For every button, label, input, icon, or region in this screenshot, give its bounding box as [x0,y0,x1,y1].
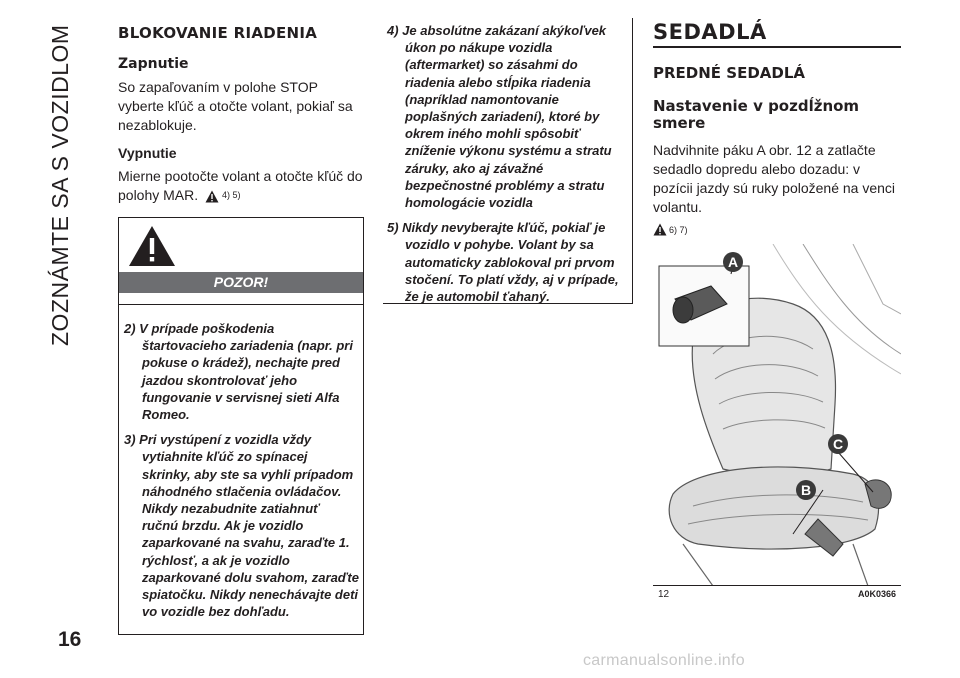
front-seats-heading: PREDNÉ SEDADLÁ [653,64,805,82]
warning-triangle-icon [205,190,219,203]
figure-label-a: A [727,254,739,270]
watermark: carmanualsonline.info [583,652,745,669]
vypnutie-heading: Vypnutie [118,145,177,161]
warning-title: POZOR! [119,272,363,293]
figure-label-c: C [832,436,844,452]
column-steering-lock [118,18,364,205]
seats-refs: 6) 7) [669,225,688,235]
seat-illustration [653,244,901,586]
warning-triangle-icon [653,223,667,236]
section-side-label: ZOZNÁMTE SA S VOZIDLOM [47,24,73,346]
figure-label-b: B [800,482,812,498]
vypnutie-text: Mierne pootočte volant a otočte kľúč do polohy MAR. [118,168,363,203]
longitudinal-adjust-heading: Nastavenie v pozdĺžnom smere [653,97,860,132]
warning-item: 5) Nikdy nevyberajte kľúč, pokiaľ je vozidlo v pohybe. Volant by sa automaticky zablokoval pri prvom stočení. To platí vždy, aj v prípade, že je automobil ťahaný. [387,220,619,305]
warning-list-continued [387,22,630,313]
vypnutie-refs: 4) 5) [222,190,241,200]
warning-divider [119,304,363,305]
column-warnings-continued [383,18,633,304]
zapnutie-heading: Zapnutie [118,56,189,72]
zapnutie-text: So zapaľovaním v polohe STOP vyberte kľúč a otočte volant, pokiaľ sa nezablokuje. [118,79,353,133]
longitudinal-adjust-text: Nadvihnite páku A obr. 12 a zatlačte sedadlo dopredu alebo dozadu: v pozícii jazdy sú ruky položené na venci volantu. [653,142,896,215]
warning-list [124,320,359,628]
page-number: 16 [58,628,82,651]
seats-refs-line [653,223,901,236]
warning-item: 4) Je absolútne zakázaní akýkoľvek úkon po nákupe vozidla (aftermarket) so zásahmi do riadenia alebo stĺpika riadenia (napríklad namontovanie poplašných zariadení), ktoré by okrem iného mohli spôsobiť zníženie výkonu systému a stratu záruky, ako aj závažné bezpečnostné problémy a stratu homologácie vozidla [387,23,612,211]
steering-lock-heading: BLOKOVANIE RIADENIA [118,24,318,42]
warning-box [118,217,364,635]
warning-item: 3) Pri vystúpení z vozidla vždy vytiahnite kľúč zo spínacej skrinky, aby ste sa vyhli prípadom náhodného stlačenia ovládačov. Nikdy nezabudnite zatiahnuť ručnú brzdu. Ak je vozidlo zaparkované na svahu, zaraďte 1. rýchlosť, a ak je vozidlo zaparkované dolu svahom, zaraďte spiatočku. Nikdy nenechávajte deti vo vozidle bez dohľadu. [124,432,359,620]
seats-title: SEDADLÁ [653,20,901,48]
figure-number: 12 [658,589,670,600]
vypnutie-paragraph [118,167,364,205]
seat-figure [653,244,901,586]
figure-code: A0K0366 [858,589,897,599]
column-seats [653,18,901,236]
warning-item: 2) V prípade poškodenia štartovacieho zariadenia (napr. pri pokuse o krádež), nechajte pred jazdou skontrolovať jeho fungovanie v servisnej sieti Alfa Romeo. [124,321,353,423]
warning-triangle-icon [127,224,177,268]
